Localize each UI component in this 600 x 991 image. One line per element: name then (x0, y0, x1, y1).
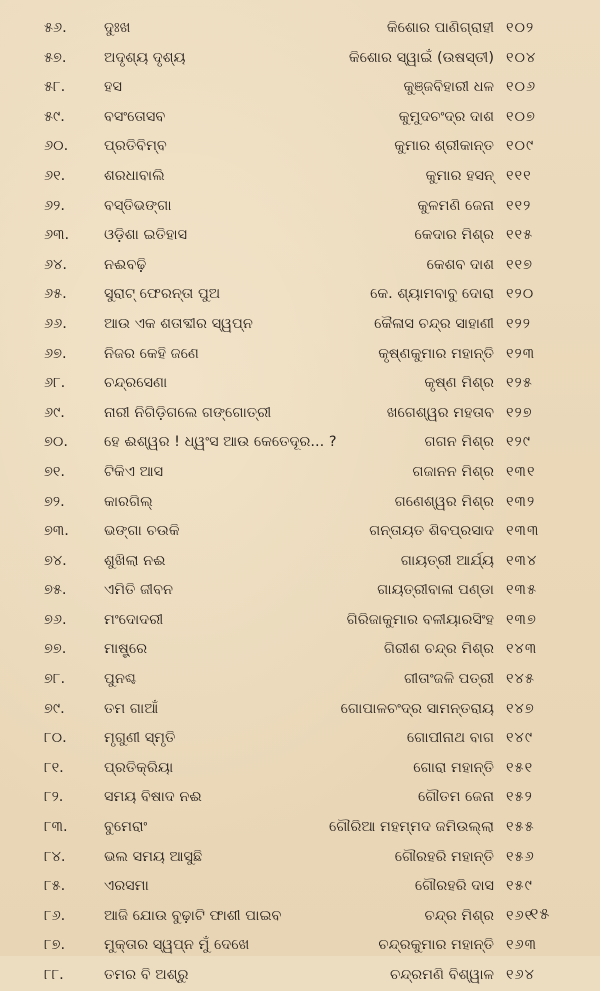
entry-title: ଭଙ୍ଗା ଚଉକି (104, 523, 180, 540)
entry-page-ref: ୧୫୧ (506, 759, 534, 776)
entry-number: ୮୫. (44, 878, 66, 895)
entry-number: ୫୬. (44, 20, 67, 36)
entry-number: ୭୦. (44, 434, 68, 451)
entry-number: ୬୫. (44, 286, 67, 303)
toc-entry (0, 724, 600, 754)
entry-author: ଗୀତାଂଜଳି ପତ୍ରୀ (404, 671, 494, 688)
entry-page-ref: ୧୦୪ (506, 49, 537, 66)
entry-number: ୬୯. (44, 404, 65, 421)
entry-number: ୮୬. (44, 907, 66, 924)
entry-author: ଗୋପୀନାଥ ବାଗ (406, 730, 494, 747)
toc-entry (0, 783, 600, 813)
entry-page-ref: ୧୩୭ (506, 611, 537, 628)
entry-title: ମୃଗୁଣୀ ସ୍ମୃତି (104, 730, 176, 747)
entry-title: ଶରଧାବାଲି (104, 167, 165, 184)
entry-author: ଗୌରହରି ମହାନ୍ତି (394, 848, 494, 865)
toc-entry (0, 192, 600, 222)
entry-page-ref: ୧୫୬ (506, 848, 535, 865)
entry-page-ref: ୧୪୯ (506, 730, 534, 747)
entry-number: ୬୨. (44, 197, 65, 214)
entry-number: ୫୮. (44, 79, 66, 96)
entry-page-ref: ୧୨୩ (506, 345, 536, 362)
entry-author: ଗୌତମ ଜେନା (417, 789, 494, 806)
entry-author: ଗୋରା ମହାନ୍ତି (413, 759, 494, 776)
toc-entry (0, 517, 600, 547)
entry-title: ମାଷ୍ଟ୍ରେ (104, 641, 148, 658)
toc-entry (0, 754, 600, 784)
toc-entry (0, 961, 600, 991)
entry-author: ଗାୟତ୍ରୀବାଳା ପଣ୍ଡା (377, 582, 494, 599)
entry-author: କୃଷ୍ଣକୁମାର ମହାନ୍ତି (378, 345, 494, 362)
entry-title: ଶୁଖିଲା ନଈ (104, 552, 166, 569)
entry-title: ଅଦୃଶ୍ୟ ଦୃଶ୍ୟ (104, 49, 186, 66)
entry-number: ୮୮. (44, 967, 64, 983)
entry-title: ଦୁଃଖ (104, 20, 131, 36)
entry-title: ପ୍ରତିବିମ୍ବ (104, 138, 167, 155)
table-of-contents (0, 14, 600, 991)
entry-number: ୭୬. (44, 611, 67, 628)
entry-title: କାରଗିଲ୍ (104, 493, 153, 510)
entry-page-ref: ୧୧୨ (506, 197, 532, 214)
toc-entry (0, 458, 600, 488)
entry-number: ୫୯. (44, 108, 65, 125)
entry-page-ref: ୧୨୨ (506, 315, 531, 332)
entry-title: ପ୍ରତିକ୍ରିୟା (104, 759, 174, 776)
entry-page-ref: ୧୦୯ (506, 138, 535, 155)
entry-page-ref: ୧୨୭ (506, 404, 533, 421)
entry-page-ref: ୧୦୬ (506, 79, 537, 96)
entry-number: ୫୭. (44, 49, 67, 66)
entry-author: ଗନ୍ତାୟତ ଶିବପ୍ରସାଦ (369, 523, 494, 540)
toc-entry (0, 399, 600, 429)
entry-author: କେଦାର ମିଶ୍ର (414, 227, 494, 244)
entry-page-ref: ୧୩୫ (506, 582, 537, 599)
entry-page-ref: ୧୨୫ (506, 375, 533, 392)
toc-entry (0, 428, 600, 458)
entry-page-ref: ୧୫୯ (506, 878, 533, 895)
entry-page-ref: ୧୩୪ (506, 552, 538, 569)
toc-entry (0, 872, 600, 902)
entry-number: ୬୧. (44, 167, 66, 184)
entry-page-ref: ୧୩୨ (506, 493, 536, 510)
entry-author: କୁଳମଣି ଜେନା (417, 197, 494, 214)
entry-number: ୮୩. (44, 819, 68, 836)
entry-title: ନିଜର କେହି ଜଣେ (104, 345, 199, 362)
entry-page-ref: ୧୫୫ (506, 819, 535, 836)
toc-entry (0, 635, 600, 665)
entry-title: ଭଲ ସମୟ ଆସୁଛି (104, 848, 203, 865)
entry-number: ୮୭. (44, 937, 66, 954)
entry-page-ref: ୧୬୪ (506, 967, 535, 983)
toc-entry (0, 606, 600, 636)
entry-number: ୮୦. (44, 730, 67, 747)
entry-number: ୮୪. (44, 848, 66, 865)
toc-entry (0, 695, 600, 725)
toc-entry (0, 103, 600, 133)
entry-number: ୭୧. (44, 463, 66, 480)
entry-author: ଗୋପାଳଚଂଦ୍ର ସାମନ୍ତରାୟ (340, 700, 494, 717)
entry-author: କୁଞ୍ଜବିହାରୀ ଧଳ (403, 79, 494, 96)
toc-entry (0, 132, 600, 162)
toc-entry (0, 251, 600, 281)
entry-author: କେ. ଶ୍ୟାମବାବୁ ଦୋରା (370, 286, 494, 303)
entry-title: ବସଂତୋସବ (104, 108, 166, 125)
entry-author: କୈଳାସ ଚନ୍ଦ୍ର ସାହାଣୀ (374, 315, 494, 332)
entry-title: ନାରୀ ନିଗିଡ଼ିଗଲେ ଗଙ୍ଗୋତ୍ରୀ (104, 404, 272, 421)
entry-title: ନଈବଢ଼ି (104, 256, 147, 273)
entry-title: ବୁମେରାଂ (104, 819, 148, 836)
entry-number: ୮୧. (44, 759, 64, 776)
entry-title: ବସ୍ତିଭଙ୍ଗା (104, 197, 172, 214)
entry-number: ୭୪. (44, 552, 67, 569)
entry-number: ୭୫. (44, 582, 67, 599)
entry-page-ref: ୧୬୧ (506, 907, 534, 924)
toc-entry (0, 44, 600, 74)
entry-author: କିଶୋର ସ୍ୱାଇଁ (ଉଷସ୍ତୀ) (348, 49, 494, 66)
toc-entry (0, 843, 600, 873)
toc-entry (0, 14, 600, 44)
entry-title: ଟିକିଏ ଆସ (104, 463, 164, 480)
entry-number: ୮୨. (44, 789, 64, 806)
entry-number: ୭୮. (44, 671, 66, 688)
entry-author: ଗଜାନନ ମିଶ୍ର (412, 463, 494, 480)
entry-number: ୬୮. (44, 375, 66, 392)
entry-number: ୭୭. (44, 641, 67, 658)
entry-title: ହସ (104, 79, 122, 96)
entry-page-ref: ୧୩୧ (506, 463, 536, 480)
toc-entry (0, 931, 600, 961)
entry-title: ତମ ଗାଆଁ (104, 700, 159, 717)
entry-number: ୬୭. (44, 345, 67, 362)
entry-page-ref: ୧୦୨ (506, 20, 535, 36)
toc-entry (0, 547, 600, 577)
entry-page-ref: ୧୧୫ (506, 227, 534, 244)
entry-page-ref: ୧୧୭ (506, 256, 533, 273)
entry-title: ମଂଦୋଦରୀ (104, 611, 164, 628)
entry-author: କୁମାର ହସନ୍ (425, 167, 494, 184)
entry-page-ref: ୧୪୭ (506, 700, 535, 717)
toc-entry (0, 280, 600, 310)
toc-entry (0, 813, 600, 843)
entry-title: ଓଡ଼ିଶା ଇତିହାସ (104, 227, 188, 244)
entry-title: ଆଉ ଏକ ଶତାବ୍ଦୀର ସ୍ୱପ୍ନ (104, 315, 253, 332)
entry-author: ଗାୟତ୍ରୀ ଆର୍ଯ୍ୟ (400, 552, 494, 569)
entry-author: ଗୌରହରି ଦାସ (414, 878, 494, 895)
entry-number: ୬୩. (44, 227, 70, 244)
toc-entry (0, 310, 600, 340)
entry-title: ପୁନଶ୍ଚ (104, 671, 137, 688)
entry-title: ହେ ଈଶ୍ୱର ! ଧ୍ୱଂସ ଆଉ କେତେଦୂର... ? (104, 434, 337, 451)
toc-entry (0, 340, 600, 370)
entry-number: ୬୬. (44, 315, 67, 332)
entry-page-ref: ୧୬୩ (506, 937, 538, 954)
entry-page-ref: ୧୪୫ (506, 671, 535, 688)
toc-entry (0, 73, 600, 103)
entry-number: ୭୨. (44, 493, 65, 510)
entry-author: ଗଣେଶ୍ୱର ମିଶ୍ର (394, 493, 494, 510)
entry-number: ୭୩. (44, 523, 69, 540)
toc-entry (0, 369, 600, 399)
entry-title: ଏରସମା (104, 878, 149, 895)
entry-author: ଗଗନ ମିଶ୍ର (424, 434, 494, 451)
entry-author: ଗିରିଜାକୁମାର ବଳୀୟାରସିଂହ (346, 611, 494, 628)
entry-page-ref: ୧୫୨ (506, 789, 533, 806)
entry-title: ତମର ବି ଅଶ୍ରୁ (104, 967, 189, 983)
entry-title: ମୁକ୍ତାର ସ୍ୱପ୍ନ ମୁଁ ଦେଖେ (104, 937, 250, 954)
entry-page-ref: ୧୪୩ (506, 641, 538, 658)
entry-page-ref: ୧୨୯ (506, 434, 531, 451)
entry-author: କୁମାର ଶ୍ରୀକାନ୍ତ (394, 138, 494, 155)
page-number: ୧୫ (530, 904, 551, 923)
toc-entry (0, 162, 600, 192)
entry-page-ref: ୧୨୦ (506, 286, 535, 303)
toc-entry (0, 488, 600, 518)
entry-author: କେଶବ ଦାଶ (426, 256, 494, 273)
entry-title: ଚନ୍ଦ୍ରସେଣା (104, 375, 168, 392)
entry-author: ଚନ୍ଦ୍ରମଣି ବିଶ୍ୱାଳ (389, 967, 494, 983)
entry-author: ଗିରୀଶ ଚନ୍ଦ୍ର ମିଶ୍ର (383, 641, 494, 658)
entry-author: କୁମୁଦଚଂଦ୍ର ଦାଶ (398, 108, 494, 125)
toc-entry (0, 665, 600, 695)
entry-title: ଆଜି ଯୋଉ ବୁଢ଼ାଟି ଫାଶୀ ପାଇବ (104, 907, 282, 924)
entry-author: ଗୌରିଆ ମହମ୍ମଦ ଜମିଉଲ୍ଲା (329, 819, 494, 836)
entry-author: ଚନ୍ଦ୍ରକୁମାର ମହାନ୍ତି (378, 937, 494, 954)
entry-number: ୭୯. (44, 700, 65, 717)
entry-title: ଏମିତି ଜୀବନ (104, 582, 174, 599)
entry-author: ଖଗେଶ୍ୱର ମହତାବ (386, 404, 494, 421)
entry-page-ref: ୧୩୩ (506, 523, 540, 540)
entry-author: କିଶୋର ପାଣିଗ୍ରାହୀ (386, 20, 494, 36)
entry-author: ଚନ୍ଦ୍ର ମିଶ୍ର (424, 907, 494, 924)
entry-title: ସୁରାଟ୍ ଫେରନ୍ତା ପୁଅ (104, 286, 221, 303)
entry-author: କୃଷ୍ଣ ମିଶ୍ର (424, 375, 494, 392)
toc-entry (0, 576, 600, 606)
toc-entry (0, 221, 600, 251)
entry-page-ref: ୧୧୧ (506, 167, 532, 184)
toc-entry (0, 902, 600, 932)
entry-number: ୬୪. (44, 256, 68, 273)
entry-title: ସମୟ ବିଷାଦ ନଈ (104, 789, 202, 806)
entry-number: ୬୦. (44, 138, 69, 155)
entry-page-ref: ୧୦୭ (506, 108, 536, 125)
